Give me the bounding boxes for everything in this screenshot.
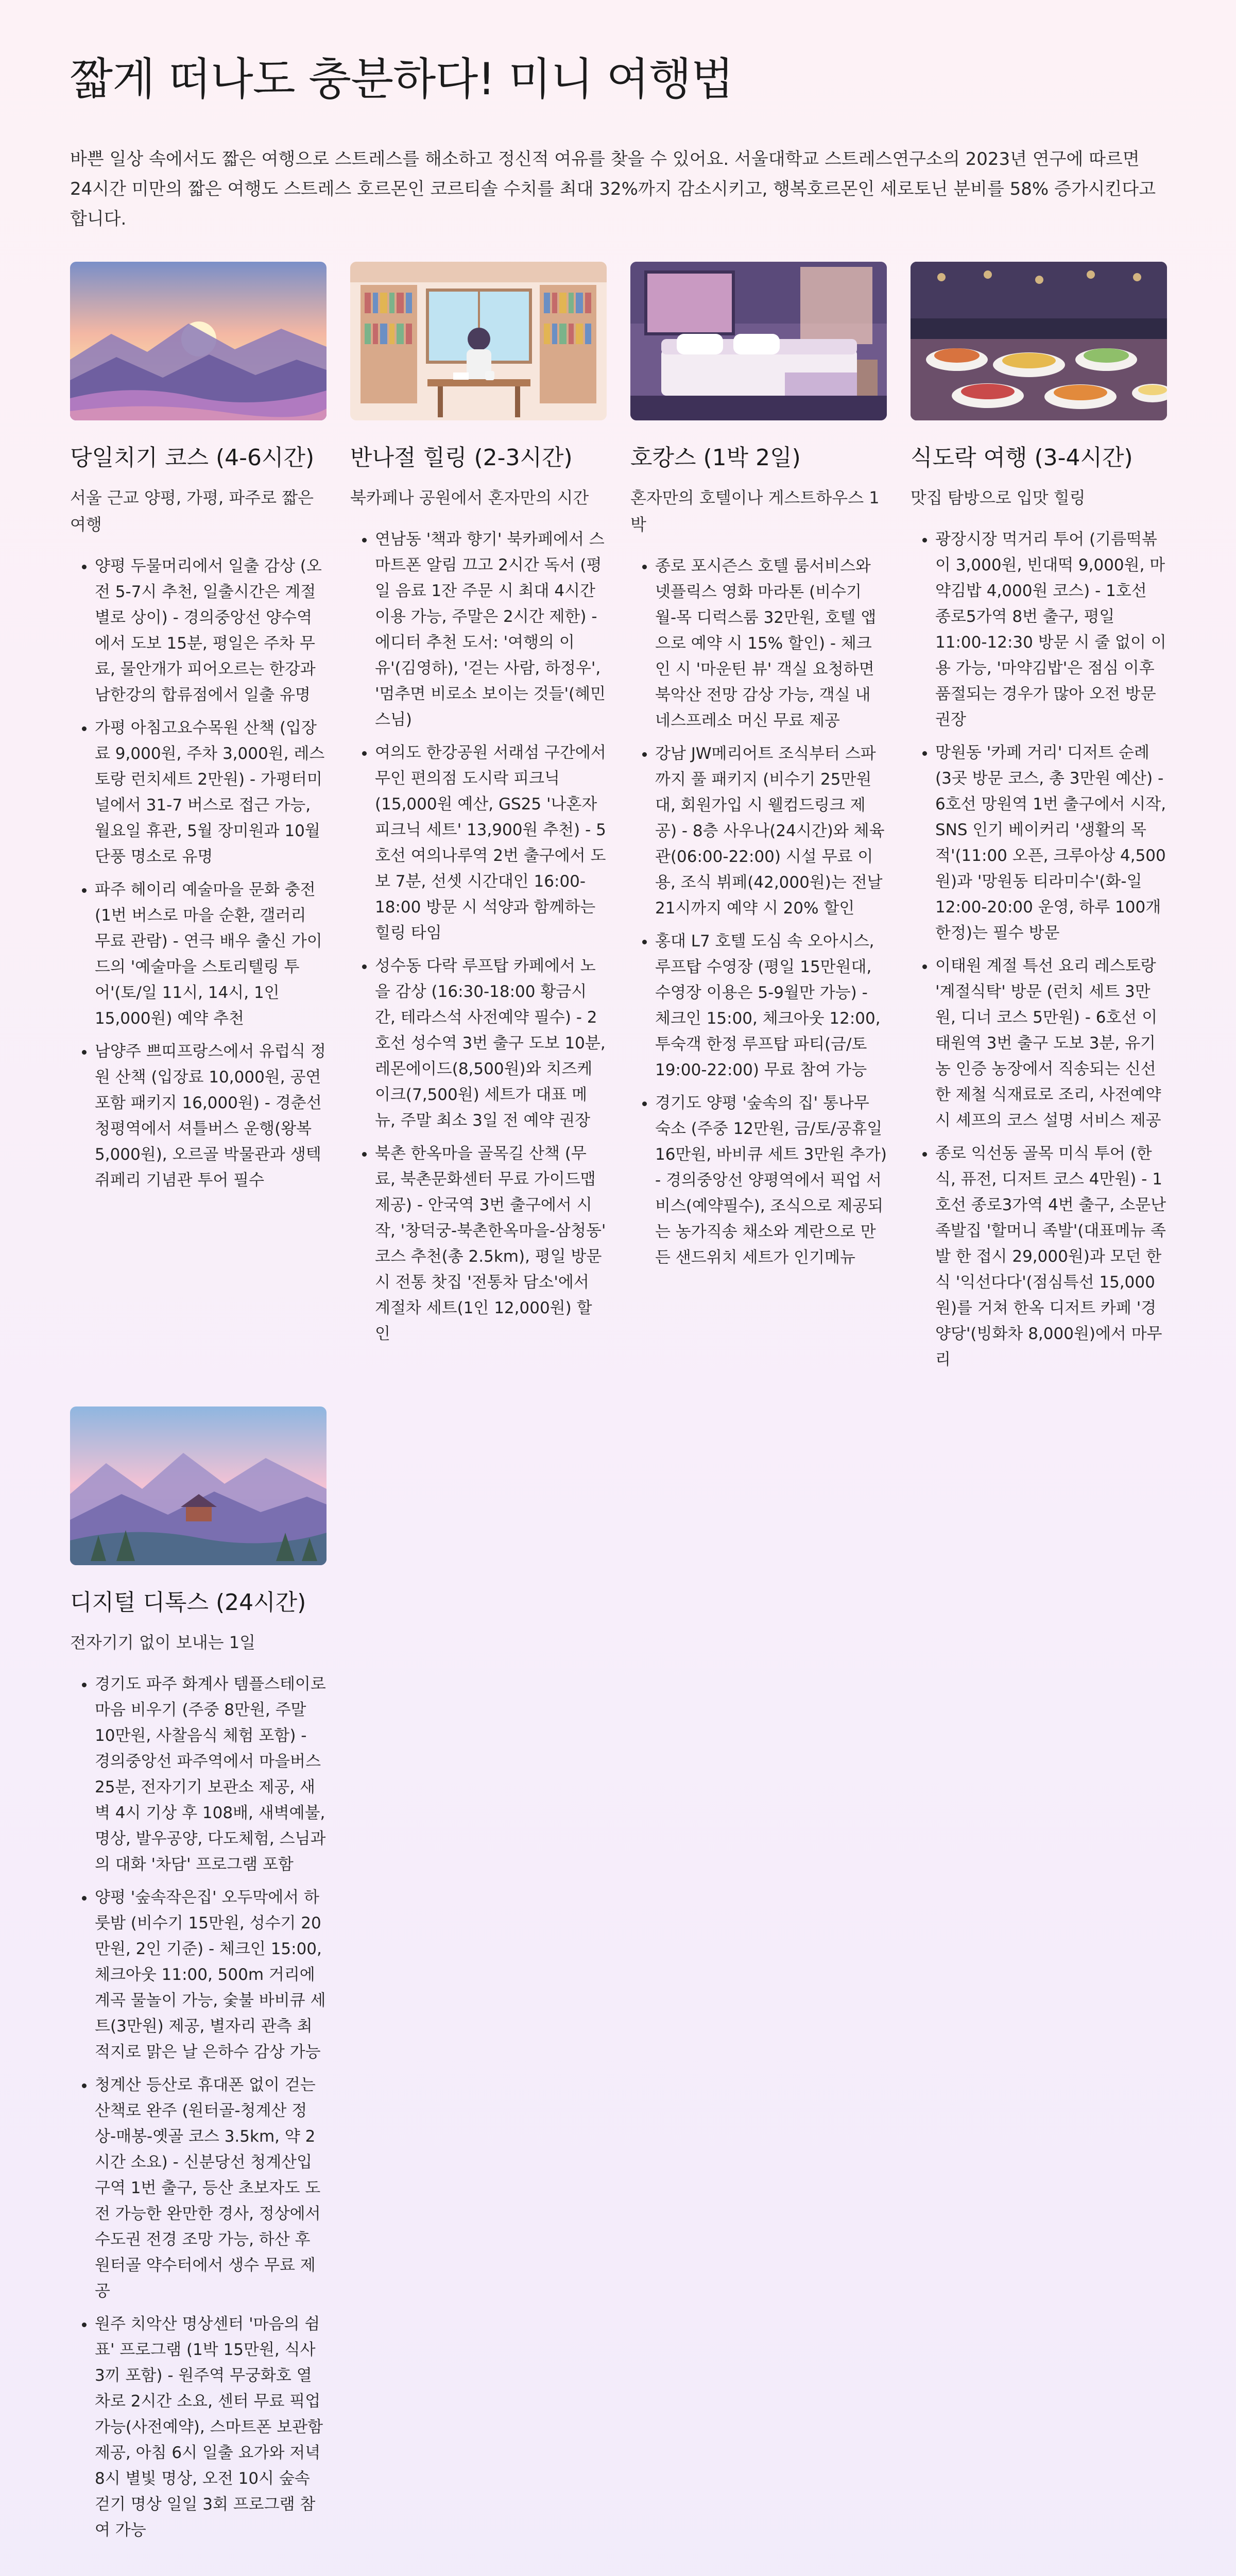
list-item: • 경기도 파주 화계사 템플스테이로 마음 비우기 (주중 8만원, 주말 10만원, 사찰음식 체험 포함) - 경의중앙선 파주역에서 마을버스 25분, 전자기기 보관소 제공, 새벽 4시 기상 후 108배, 새벽예불, 명상, 발우공양, 다도체험, 스님과의 대화 '차담' 프로그램 포함 <box>95 1671 327 1877</box>
list-item: • 종로 익선동 골목 미식 투어 (한식, 퓨전, 디저트 코스 4만원) - 1호선 종로3가역 4번 출구, 소문난 족발집 '할머니 족발'(대표메뉴 족발 한 접시 29,000원)과 모던 한식 '익선다다'(점심특선 15,000원)를 거쳐 한옥 디저트 카페 '경양당'(빙화차 8,000원)에서 마무리 <box>935 1141 1167 1372</box>
cards-row-1 <box>70 262 1166 1380</box>
list-item: • 종로 포시즌스 호텔 룸서비스와 넷플릭스 영화 마라톤 (비수기 월-목 디럭스룸 32만원, 호텔 앱으로 예약 시 15% 할인) - 체크인 시 '마운틴 뷰' 객실 요청하면 북악산 전망 감상 가능, 객실 내 네스프레소 머신 무료 제공 <box>655 553 887 734</box>
card-title: 반나절 힐링 (2-3시간) <box>350 445 573 471</box>
list-item: • 가평 아침고요수목원 산책 (입장료 9,000원, 주차 3,000원, 레스토랑 런치세트 2만원) - 가평터미널에서 31-7 버스로 접근 가능, 월요일 휴관, 5월 장미원과 10월 단풍 명소로 유명 <box>95 715 327 870</box>
sunrise-mountains-image <box>70 262 327 420</box>
card-list <box>911 527 1167 1372</box>
list-item: • 광장시장 먹거리 투어 (기름떡볶이 3,000원, 빈대떡 9,000원, 마약김밥 4,000원 코스) - 1호선 종로5가역 8번 출구, 평일 11:00-12:30 방문 시 줄 없이 이용 가능, '마약김밥'은 점심 이후 품절되는 경우가 많아 오전 방문 권장 <box>935 527 1167 733</box>
list-item: • 남양주 쁘띠프랑스에서 유럽식 정원 산책 (입장료 10,000원, 공연 포함 패키지 16,000원) - 경춘선 청평역에서 셔틀버스 운행(왕복 5,000원), 오르골 박물관과 생텍쥐페리 기념관 투어 필수 <box>95 1039 327 1193</box>
list-item: • 경기도 양평 '숲속의 집' 통나무 숙소 (주중 12만원, 금/토/공휴일 16만원, 바비큐 세트 3만원 추가) - 경의중앙선 양평역에서 픽업 서비스(예약필수), 조식으로 제공되는 농가직송 채소와 계란으로 만든 샌드위치 세트가 인기메뉴 <box>655 1090 887 1270</box>
card-digital-detox <box>70 1406 327 2550</box>
intro-paragraph: 바쁜 일상 속에서도 짧은 여행으로 스트레스를 해소하고 정신적 여유를 찾을 수 있어요. 서울대학교 스트레스연구소의 2023년 연구에 따르면 24시간 미만의 짧은 여행도 스트레스 호르몬인 코르티솔 수치를 최대 32%까지 감소시키고, 행복호르몬인 세로토닌 분비를 58% 증가시킨다고 합니다. <box>70 149 1156 229</box>
temple-mountains-image <box>70 1406 327 1565</box>
list-item: • 강남 JW메리어트 조식부터 스파까지 풀 패키지 (비수기 25만원대, 회원가입 시 웰컴드링크 제공) - 8층 사우나(24시간)와 체육관(06:00-22:00) 시설 무료 이용, 조식 뷔페(42,000원)는 전날 21시까지 예약 시 20% 할인 <box>655 741 887 921</box>
card-hotel-stay <box>630 262 887 1278</box>
card-list <box>630 553 887 1270</box>
list-item: • 이태원 계절 특선 요리 레스토랑 '계절식탁' 방문 (런치 세트 3만원, 디너 코스 5만원) - 6호선 이태원역 3번 출구 도보 3분, 유기농 인증 농장에서 직송되는 신선한 제철 식재료로 조리, 사전예약 시 셰프의 코스 설명 서비스 제공 <box>935 953 1167 1133</box>
list-item: • 연남동 '책과 향기' 북카페에서 스마트폰 알림 끄고 2시간 독서 (평일 음료 1잔 주문 시 최대 4시간 이용 가능, 주말은 2시간 제한) - 에디터 추천 도서: '여행의 이유'(김영하), '걷는 사람, 하정우', '멈추면 비로소 보이는 것들'(혜민 스님) <box>375 527 607 733</box>
list-item: • 북촌 한옥마을 골목길 산책 (무료, 북촌문화센터 무료 가이드맵 제공) - 안국역 3번 출구에서 시작, '창덕궁-북촌한옥마을-삼청동' 코스 추천(총 2.5km), 평일 방문 시 전통 찻집 '전통차 담소'에서 계절차 세트(1인 12,000원) 할인 <box>375 1141 607 1347</box>
card-food-trip <box>911 262 1167 1380</box>
list-item: • 망원동 '카페 거리' 디저트 순례 (3곳 방문 코스, 총 3만원 예산) - 6호선 망원역 1번 출구에서 시작, SNS 인기 베이커리 '생활의 목적'(11:00 오픈, 크루아상 4,500원)과 '망원동 티라미수'(화-일 12:00-20:00 운영, 하루 100개 한정)는 필수 방문 <box>935 740 1167 946</box>
list-item: • 파주 헤이리 예술마을 문화 충전 (1번 버스로 마을 순환, 갤러리 무료 관람) - 연극 배우 출신 가이드의 '예술마을 스토리텔링 투어'(토/일 11시, 14시, 1인 15,000원) 예약 추천 <box>95 877 327 1031</box>
food-buffet-image <box>911 262 1167 420</box>
card-subtitle: 전자기기 없이 보내는 1일 <box>70 1633 255 1652</box>
card-subtitle: 서울 근교 양평, 가평, 파주로 짧은 여행 <box>70 488 314 534</box>
reading-cafe-image <box>350 262 607 420</box>
page-title: 짧게 떠나도 충분하다! 미니 여행법 <box>70 54 733 105</box>
card-title: 당일치기 코스 (4-6시간) <box>70 445 315 471</box>
list-item: • 성수동 다락 루프탑 카페에서 노을 감상 (16:30-18:00 황금시간, 테라스석 사전예약 필수) - 2호선 성수역 3번 출구 도보 10분, 레몬에이드(8,500원)와 치즈케이크(7,500원) 세트가 대표 메뉴, 주말 최소 3일 전 예약 권장 <box>375 953 607 1133</box>
card-list <box>350 527 607 1347</box>
list-item: • 원주 치악산 명상센터 '마음의 쉼표' 프로그램 (1박 15만원, 식사 3끼 포함) - 원주역 무궁화호 열차로 2시간 소요, 센터 무료 픽업 가능(사전예약), 스마트폰 보관함 제공, 아침 6시 일출 요가와 저녁 8시 별빛 명상, 오전 10시 숲속 걷기 명상 일일 3회 프로그램 참여 가능 <box>95 2311 327 2543</box>
hotel-room-image <box>630 262 887 420</box>
card-subtitle: 혼자만의 호텔이나 게스트하우스 1박 <box>630 488 880 534</box>
card-day-trip <box>70 262 327 1200</box>
card-list <box>70 1671 327 2543</box>
list-item: • 홍대 L7 호텔 도심 속 오아시스, 루프탑 수영장 (평일 15만원대, 수영장 이용은 5-9월만 가능) - 체크인 15:00, 체크아웃 12:00, 투숙객 한정 루프탑 파티(금/토 19:00-22:00) 무료 참여 가능 <box>655 928 887 1083</box>
card-title: 호캉스 (1박 2일) <box>630 445 801 471</box>
card-list <box>70 553 327 1193</box>
list-item: • 양평 두물머리에서 일출 감상 (오전 5-7시 추천, 일출시간은 계절별로 상이) - 경의중앙선 양수역에서 도보 15분, 평일은 주차 무료, 물안개가 피어오르는 한강과 남한강의 합류점에서 일출 유명 <box>95 553 327 708</box>
list-item: • 양평 '숲속작은집' 오두막에서 하룻밤 (비수기 15만원, 성수기 20만원, 2인 기준) - 체크인 15:00, 체크아웃 11:00, 500m 거리에 계곡 물놀이 가능, 숯불 바비큐 세트(3만원) 제공, 별자리 관측 최적지로 맑은 날 은하수 감상 가능 <box>95 1885 327 2065</box>
card-title: 디지털 디톡스 (24시간) <box>70 1589 306 1616</box>
list-item: • 청계산 등산로 휴대폰 없이 걷는 산책로 완주 (원터골-청계산 정상-매봉-옛골 코스 3.5km, 약 2시간 소요) - 신분당선 청계산입구역 1번 출구, 등산 초보자도 도전 가능한 완만한 경사, 정상에서 수도권 전경 조망 가능, 하산 후 원터골 약수터에서 생수 무료 제공 <box>95 2072 327 2304</box>
card-subtitle: 북카페나 공원에서 혼자만의 시간 <box>350 488 589 507</box>
cards-row-2 <box>70 1406 1166 2550</box>
list-item: • 여의도 한강공원 서래섬 구간에서 무인 편의점 도시락 피크닉 (15,000원 예산, GS25 '나혼자 피크닉 세트' 13,900원 추천) - 5호선 여의나루역 2번 출구에서 도보 7분, 선셋 시간대인 16:00-18:00 방문 시 석양과 함께하는 힐링 타임 <box>375 740 607 946</box>
card-half-day <box>350 262 607 1354</box>
card-subtitle: 맛집 탐방으로 입맛 힐링 <box>911 488 1086 507</box>
card-title: 식도락 여행 (3-4시간) <box>911 445 1133 471</box>
